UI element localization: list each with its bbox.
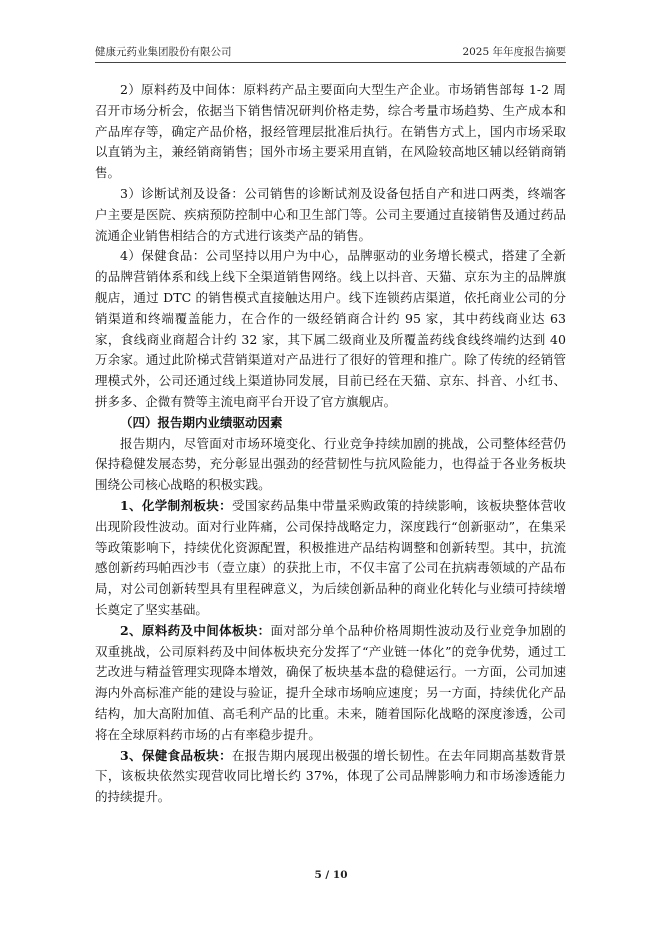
- document-body: [95, 80, 566, 808]
- section-heading: （四）报告期内业绩驱动因素: [120, 414, 283, 430]
- page-number: 5 / 10: [314, 869, 348, 881]
- paragraph-text: 在报告期内展现出极强的增长韧性。在去年同期高基数背景下，该板块依然实现营收同比增长约 37%，体现了公司品牌影响力和市场渗透能力的持续提升。: [95, 747, 566, 805]
- page-header: [95, 42, 566, 63]
- company-name: 健康元药业集团股份有限公司: [95, 46, 232, 58]
- paragraph-lead: 3、保健食品板块：: [120, 747, 232, 763]
- paragraph-lead: 1、化学制剂板块：: [120, 497, 232, 513]
- paragraph-text: 4）保健食品：公司坚持以用户为中心，品牌驱动的业务增长模式，搭建了全新的品牌营销体系和线上线下全渠道销售网络。线上以抖音、天猫、京东为主的品牌旗舰店，通过 DTC 的销售模式直接触达用户。线下连锁药店渠道，依托商业公司的分销渠道和终端覆盖能力，在合作的一级经销商合计约 95 家，其中药线商业达 63 家，食线商业商超合计约 32 家，其下属二级商业及所覆盖药线食线终端约达到 40 万余家。通过此阶梯式营销渠道对产品进行了很好的管理和推广。除了传统的经销管理模式外，公司还通过线上渠道协同发展，目前已经在天猫、京东、抖音、小红书、拼多多、企微有赞等主流电商平台开设了官方旗舰店。: [95, 248, 566, 409]
- paragraph-text: 面对部分单个品种价格周期性波动及行业竞争加剧的双重挑战，公司原料药及中间体板块充分发挥了“产业链一体化”的竞争优势，通过工艺改进与精益管理实现降本增效，确保了板块基本盘的稳健运行。一方面，公司加速海内外高标准产能的建设与验证，提升全球市场响应速度；另一方面，持续优化产品结构，加大高附加值、高毛利产品的比重。未来，随着国际化战略的深度渗透，公司将在全球原料药市场的占有率稳步提升。: [95, 622, 566, 742]
- paragraph-text: 3）诊断试剂及设备：公司销售的诊断试剂及设备包括自产和进口两类，终端客户主要是医院、疾病预防控制中心和卫生部门等。公司主要通过直接销售及通过药品流通企业销售相结合的方式进行该类产品的销售。: [95, 185, 566, 243]
- paragraph-health-food: [95, 746, 566, 808]
- paragraph-chemical-preparations: [95, 496, 566, 621]
- paragraph-api-intermediates: [95, 621, 566, 746]
- paragraph-text: 2）原料药及中间体：原料药产品主要面向大型生产企业。市场销售部每 1-2 周召开市场分析会，依据当下销售情况研判价格走势，综合考量市场趋势、生产成本和产品库存等，确定产品价格，报经管理层批准后执行。在销售方式上，国内市场采取以直销为主，兼经销商销售；国外市场主要采用直销，在风险较高地区辅以经销商销售。: [95, 82, 566, 181]
- paragraph-health-food-sales: [95, 246, 566, 412]
- paragraph-lead: 2、原料药及中间体板块：: [120, 622, 271, 638]
- report-title: 2025 年年度报告摘要: [462, 46, 566, 58]
- paragraph-text: 报告期内，尽管面对市场环境变化、行业竞争持续加剧的挑战，公司整体经营仍保持稳健发展态势，充分彰显出强劲的经营韧性与抗风险能力，也得益于各业务板块围绕公司核心战略的积极实践。: [95, 435, 566, 493]
- paragraph-raw-materials: [95, 80, 566, 184]
- paragraph-diagnostics: [95, 184, 566, 246]
- paragraph-text: 受国家药品集中带量采购政策的持续影响，该板块整体营收出现阶段性波动。面对行业阵痛，公司保持战略定力，深度践行“创新驱动”，在集采等政策影响下，持续优化资源配置，积极推进产品结构调整和创新转型。其中，抗流感创新药玛帕西沙韦（壹立康）的获批上市，不仅丰富了公司在抗病毒领域的产品布局，对公司创新转型具有里程碑意义，为后续创新品种的商业化转化与业绩可持续增长奠定了坚实基础。: [95, 497, 566, 617]
- paragraph-overview: [95, 434, 566, 496]
